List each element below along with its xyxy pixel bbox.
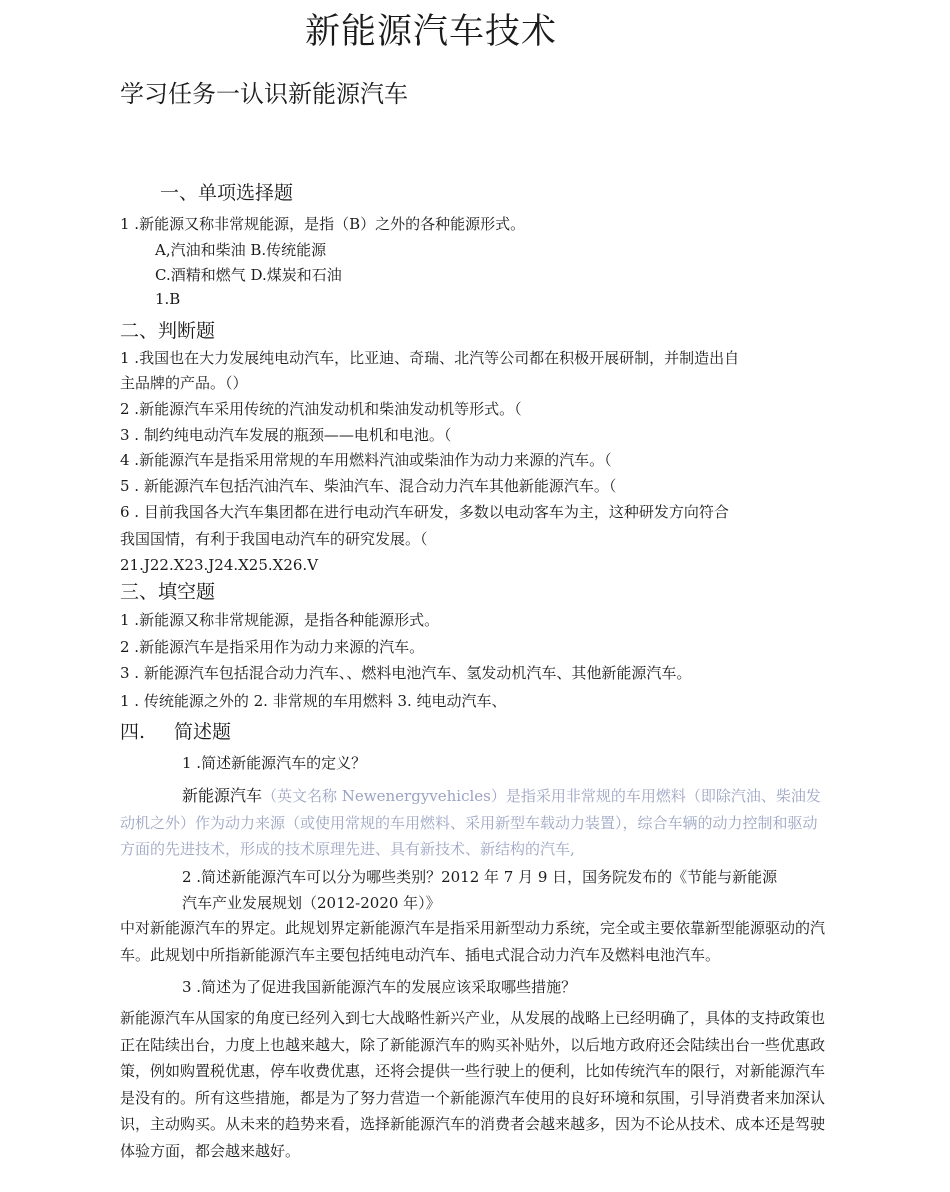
answer-body: （英文名称 Newenergyvehicles）是指采用非常规的车用燃料（即除汽油、柴油发动机之外）作为动力来源（或使用常规的车用燃料、采用新型车载动力装置），综合车辆的动力控制和驱动方面的先进技术，形成的技术原理先进、具有新技术、新结构的汽车, xyxy=(120,787,821,858)
tf-question-6-line2: 我国国情，有利于我国电动汽车的研究发展。（ xyxy=(120,530,428,548)
options-cd: C.酒精和燃气 D.煤炭和石油 xyxy=(155,266,342,284)
short-question-1: 1 .简述新能源汽车的定义？ xyxy=(182,754,367,772)
section-heading-number: 四. xyxy=(120,721,146,743)
short-question-3: 3 .简述为了促进我国新能源汽车的发展应该采取哪些措施？ xyxy=(182,978,577,996)
answer-key: 21.J22.X23.J24.X25.X26.V xyxy=(120,556,319,574)
document-title: 新能源汽车技术 xyxy=(305,12,558,52)
tf-question-1-line2: 主品牌的产品。（） xyxy=(120,374,248,392)
section-heading-true-false: 二、判断题 xyxy=(120,320,216,342)
task-title: 学习任务一认识新能源汽车 xyxy=(120,80,408,108)
options-ab: A,汽油和柴油 B.传统能源 xyxy=(155,241,327,259)
fill-question-3: 3 . 新能源汽车包括混合动力汽车、、燃料电池汽车、氢发动机汽车、其他新能源汽车。 xyxy=(120,664,692,682)
tf-question-6-line1: 6 . 目前我国各大汽车集团都在进行电动汽车研发，多数以电动客车为主，这种研发方向符合 xyxy=(120,503,729,521)
section-heading-fill-blank: 三、填空题 xyxy=(120,581,216,603)
short-question-2-line2: 汽车产业发展规划（2012-2020 年）》 xyxy=(182,894,441,912)
tf-question-2: 2 .新能源汽车采用传统的汽油发动机和柴油发动机等形式。（ xyxy=(120,400,522,418)
short-answer-3: 新能源汽车从国家的角度已经列入到七大战略性新兴产业，从发展的战略上已经明确了，具体的支持政策也正在陆续出台，力度上也越来越大，除了新能源汽车的购买补贴外，以后地方政府还会陆续出台一些优惠政策，例如购置税优惠，停车收费优惠，还将会提供一些行驶上的便利，比如传统汽车的限行，对新能源汽车是没有的。所有这些措施，都是为了努力营造一个新能源汽车使用的良好环境和氛围，引导消费者来加深认识，主动购买。从未来的趋势来看，选择新能源汽车的消费者会越来越多，因为不论从技术、成本还是驾驶体验方面，都会越来越好。 xyxy=(120,1009,826,1160)
short-answer-2: 中对新能源汽车的界定。此规划界定新能源汽车是指采用新型动力系统，完全或主要依靠新型能源驱动的汽车。此规划中所指新能源汽车主要包括纯电动汽车、插电式混合动力汽车及燃料电池汽车。 xyxy=(120,919,826,964)
question-1: 1 .新能源又称非常规能源，是指（B）之外的各种能源形式。 xyxy=(120,215,526,233)
answer-key: 1.B xyxy=(155,290,181,308)
short-question-2-line1: 2 .简述新能源汽车可以分为哪些类别？2012 年 7 月 9 日，国务院发布的《节能与新能源 xyxy=(182,868,778,886)
fill-question-2: 2 .新能源汽车是指采用作为动力来源的汽车。 xyxy=(120,638,425,656)
tf-question-4: 4 .新能源汽车是指采用常规的车用燃料汽油或柴油作为动力来源的汽车。（ xyxy=(120,451,612,469)
short-answer-1 xyxy=(120,783,832,863)
fill-question-1: 1 .新能源又称非常规能源，是指各种能源形式。 xyxy=(120,611,440,629)
tf-question-1-line1: 1 .我国也在大力发展纯电动汽车，比亚迪、奇瑞、北汽等公司都在积极开展研制，并制造出自 xyxy=(120,349,740,367)
tf-question-3: 3 . 制约纯电动汽车发展的瓶颈——电机和电池。（ xyxy=(120,426,452,444)
section-heading-single-choice: 一、单项选择题 xyxy=(160,182,294,204)
answer-lead-term: 新能源汽车 xyxy=(182,786,263,805)
answer-key: 1 . 传统能源之外的 2. 非常规的车用燃料 3. 纯电动汽车、 xyxy=(120,692,507,710)
section-heading-short-answer: 简述题 xyxy=(174,721,232,743)
tf-question-5: 5 . 新能源汽车包括汽油汽车、柴油汽车、混合动力汽车其他新能源汽车。（ xyxy=(120,477,617,495)
